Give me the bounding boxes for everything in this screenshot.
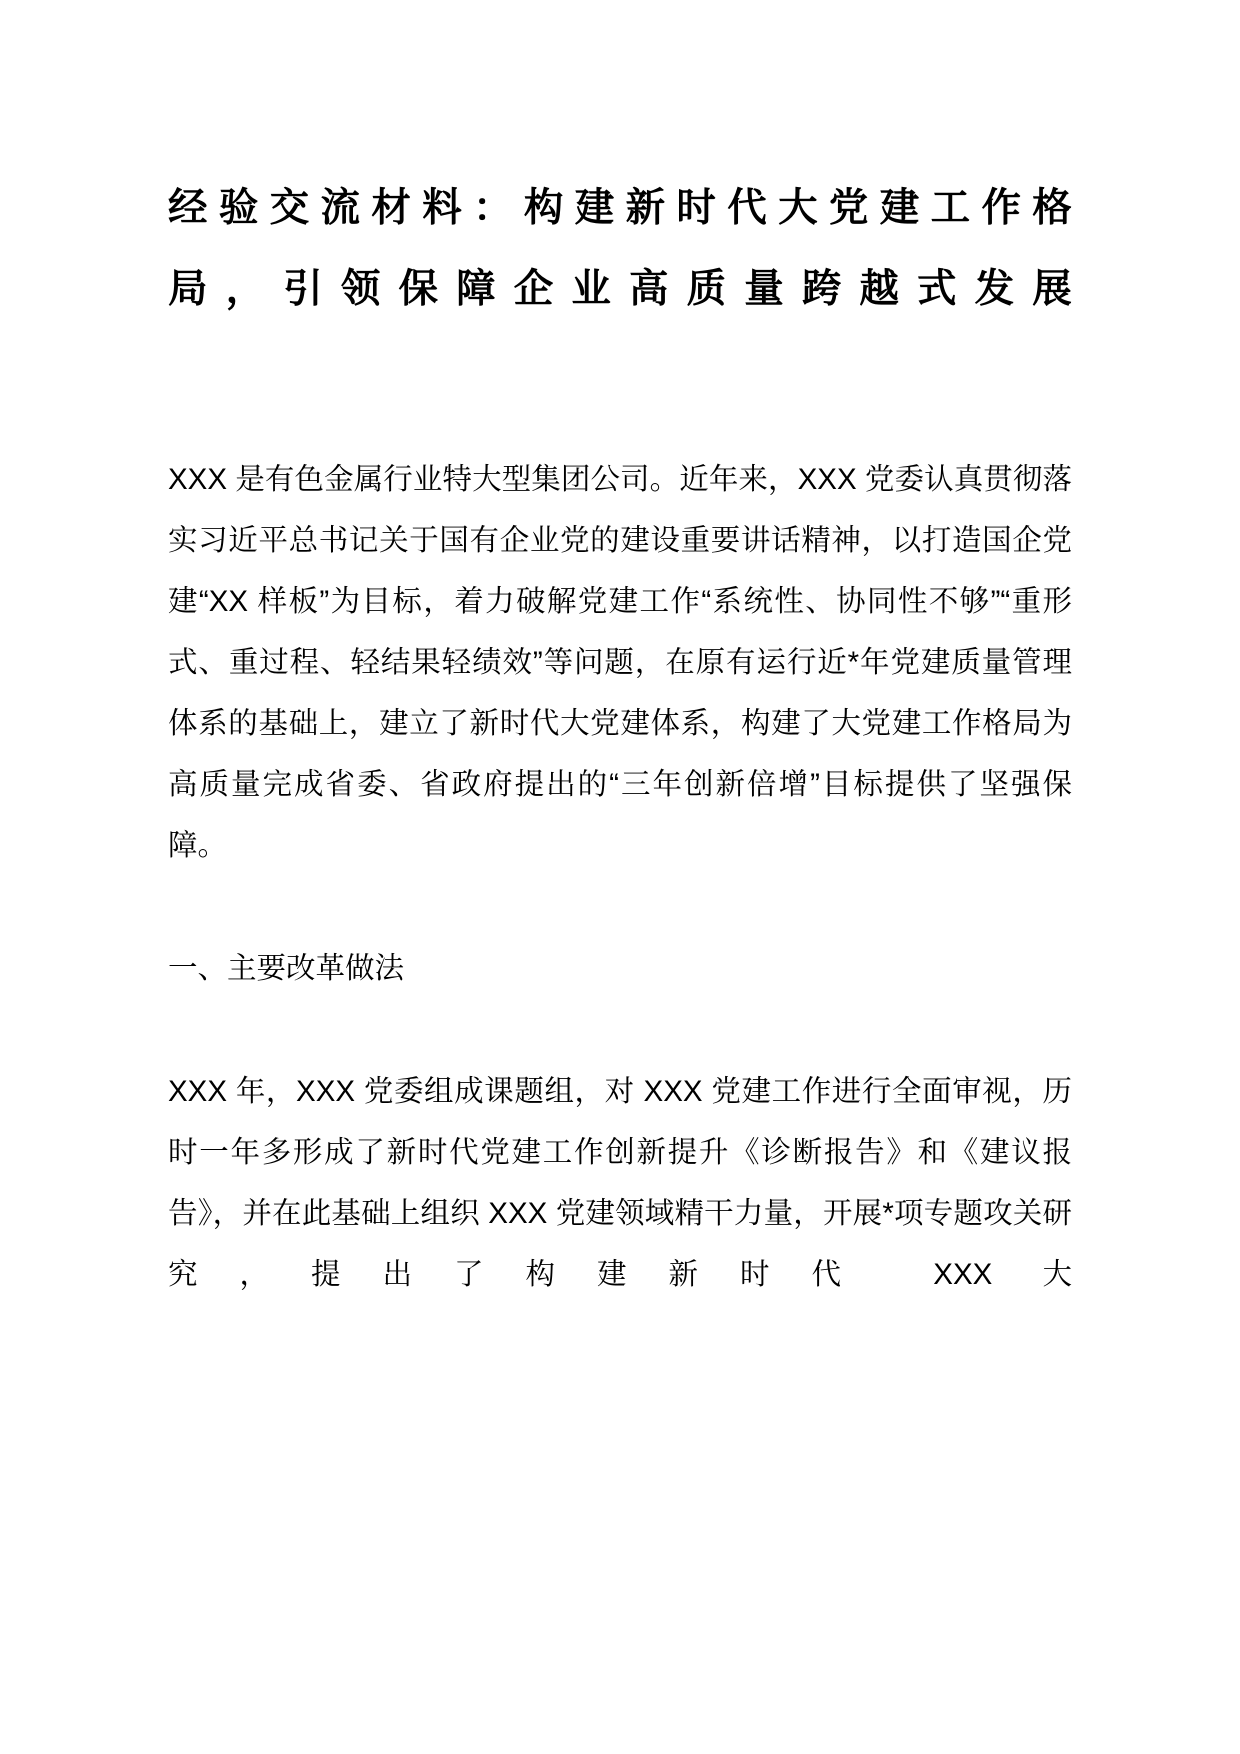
page-title [168,0,1072,331]
paragraph-spacer-2 [168,999,1072,1061]
paragraph-spacer-1 [168,876,1072,938]
document-body [168,449,1072,1306]
title-body-spacer [168,331,1072,449]
page-title-line-2: 局，引领保障企业高质量跨越式发展 [168,267,1072,312]
page-title-line-1: 经验交流材料：构建新时代大党建工作格 [168,186,1072,230]
section-1-paragraph: XXX 年，XXX 党委组成课题组，对 XXX 党建工作进行全面审视，历时一年多形成了新时代党建工作创新提升《诊断报告》和《建议报告》，并在此基础上组织 XXX 党建领域精干力量，开展*项专题攻关研究，提出了构建新时代 XXX 大 [168,1075,1072,1292]
section-heading-main-reform-practices: 一、主要改革做法 [168,952,405,986]
intro-paragraph: XXX 是有色金属行业特大型集团公司。近年来，XXX 党委认真贯彻落实习近平总书记关于国有企业党的建设重要讲话精神，以打造国企党建“XX 样板”为目标，着力破解党建工作“系统性、协同性不够”“重形式、重过程、轻结果轻绩效”等问题，在原有运行近*年党建质量管理体系的基础上，建立了新时代大党建体系，构建了大党建工作格局为高质量完成省委、省政府提出的“三年创新倍增”目标提供了坚强保障。 [168,462,1072,863]
